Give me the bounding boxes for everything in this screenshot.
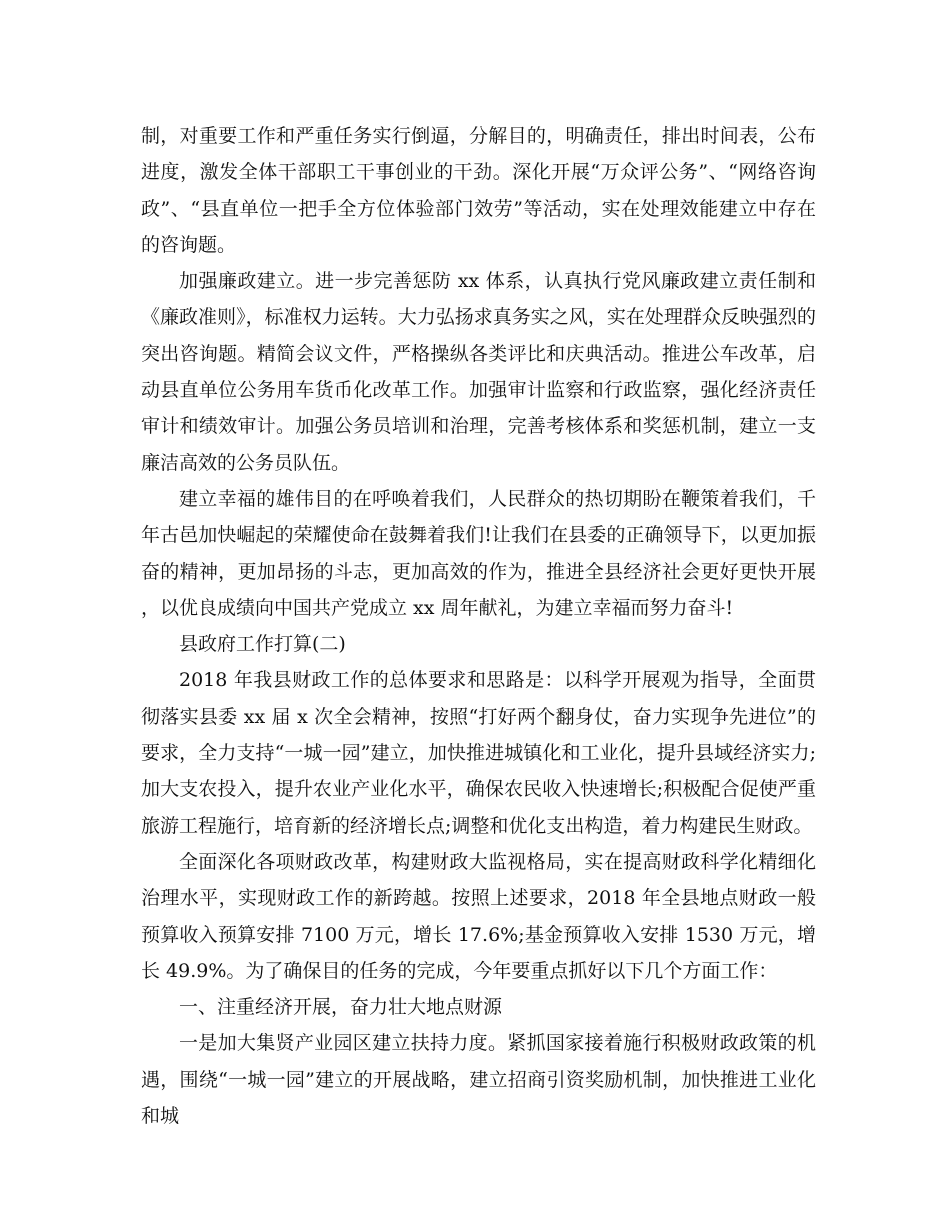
paragraph-1: 制，对重要工作和严重任务实行倒逼，分解目的，明确责任，排出时间表，公布进度，激发全体干部职工干事创业的干劲。深化开展“万众评公务”、“网络咨询政”、“县直单位一把手全方位体验部门效劳”等活动，实在处理效能建立中存在的咨询题。 xyxy=(141,125,816,256)
paragraph-4: 2018 年我县财政工作的总体要求和思路是：以科学开展观为指导，全面贯彻落实县委 xx 届 x 次全会精神，按照“打好两个翻身仗，奋力实现争先进位”的要求，全力支持“一城一园”建立，加快推进城镇化和工业化，提升县域经济实力;加大支农投入，提升农业产业化水平，确保农民收入快速增长;积极配合促使严重旅游工程施行，培育新的经济增长点;调整和优化支出构造，着力构建民生财政。 xyxy=(141,669,816,837)
section-heading-2: 一、注重经济开展，奋力壮大地点财源 xyxy=(179,996,503,1019)
paragraph-3: 建立幸福的雄伟目的在呼唤着我们，人民群众的热切期盼在鞭策着我们，千年古邑加快崛起的荣耀使命在鼓舞着我们!让我们在县委的正确领导下，以更加振奋的精神，更加昂扬的斗志，更加高效的作为，推进全县经济社会更好更快开展，以优良成绩向中国共产党成立 xx 周年献礼，为建立幸福而努力奋斗! xyxy=(141,487,816,619)
section-heading-1: 县政府工作打算(二) xyxy=(179,633,346,656)
paragraph-6: 一是加大集贤产业园区建立扶持力度。紧抓国家接着施行积极财政政策的机遇，围绕“一城一园”建立的开展战略，建立招商引资奖励机制，加快推进工业化和城 xyxy=(141,1032,816,1128)
paragraph-2: 加强廉政建立。进一步完善惩防 xx 体系，认真执行党风廉政建立责任制和《廉政准则》，标准权力运转。大力弘扬求真务实之风，实在处理群众反映强烈的突出咨询题。精简会议文件，严格操纵各类评比和庆典活动。推进公车改革，启动县直单位公务用车货币化改革工作。加强审计监察和行政监察，强化经济责任审计和绩效审计。加强公务员培训和治理，完善考核体系和奖惩机制，建立一支廉洁高效的公务员队伍。 xyxy=(141,270,816,474)
paragraph-5: 全面深化各项财政改革，构建财政大监视格局，实在提高财政科学化精细化治理水平，实现财政工作的新跨越。按照上述要求，2018 年全县地点财政一般预算收入预算安排 7100 万元，增长 17.6%;基金预算收入安排 1530 万元，增长 49.9%。为了确保目的任务的完成，今年要重点抓好以下几个方面工作： xyxy=(141,850,816,982)
document-body xyxy=(141,118,816,1134)
